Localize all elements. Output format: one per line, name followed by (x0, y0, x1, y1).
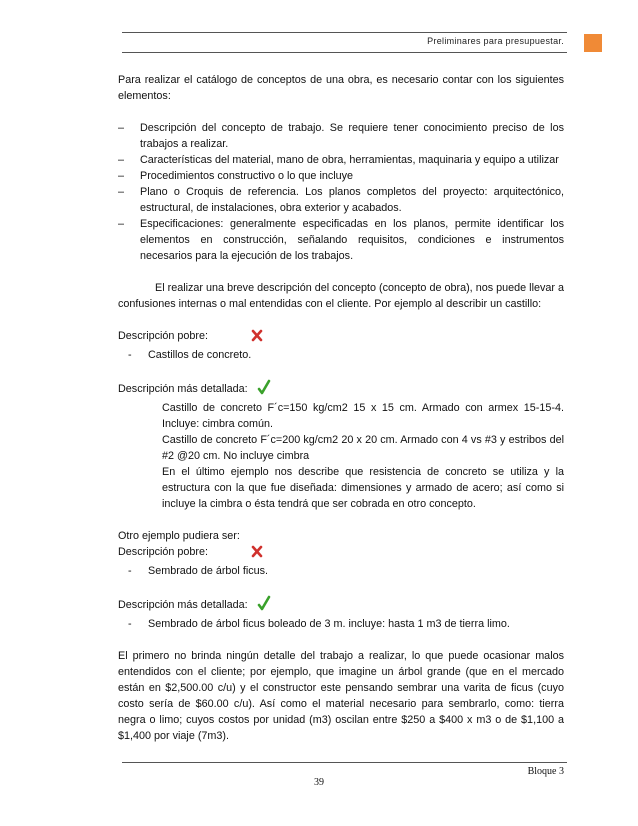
list-item: – Características del material, mano de obra, herramientas, maquinaria y equipo a utilizar (118, 154, 559, 166)
list-item: – Procedimientos constructivo o lo que incluye (118, 170, 354, 182)
footer-block-label: Bloque 3 (527, 766, 564, 777)
list-item: – Especificaciones: generalmente especificadas en los planos, permite identificar los elementos en construcción, señalando requisitos, condiciones e instrumentos necesarios para la ejecución de los trabajos. (118, 218, 564, 262)
example1-poor-label: Descripción pobre: (118, 328, 564, 347)
header-rule-bottom (122, 52, 567, 53)
example2-intro: Otro ejemplo pudiera ser: (118, 530, 240, 542)
page-content (118, 72, 564, 744)
intro-paragraph: Para realizar el catálogo de conceptos de una obra, es necesario contar con los siguientes elementos: (118, 74, 564, 102)
example2-detailed-label: Descripción más detallada: (118, 595, 564, 616)
example2-poor-label: Descripción pobre: (118, 544, 564, 563)
example2-detailed-item: - Sembrado de árbol ficus boleado de 3 m. incluye: hasta 1 m3 de tierra limo. (128, 618, 510, 630)
castillo-paragraph: El realizar una breve descripción del concepto (concepto de obra), nos puede llevar a confusiones internas o mal entendidas con el cliente. Por ejemplo al describir un castillo: (118, 282, 564, 310)
example1-poor-item: - Castillos de concreto. (128, 349, 252, 361)
list-item: – Plano o Croquis de referencia. Los planos completos del proyecto: arquitectónico, estructural, de instalaciones, obra exterior y acabados. (118, 186, 564, 214)
closing-paragraph: El primero no brinda ningún detalle del trabajo a realizar, lo que puede ocasionar malos entendidos con el cliente; por ejemplo, que imagine un árbol grande (que en el mercado están en $2,500.00 c/u) y el constructor este pensando sembrar una varita de ficus (cuyo costo sería de $60.00 c/u). Así como el material necesario para sembrarlo, como: tierra negra o limo; cuyos costos por unidad (m3) oscilan entre $250 a $400 x m3 o de $1,100 a $1,400 por viaje (7m3). (118, 650, 564, 742)
check-icon (257, 379, 271, 400)
cross-icon (251, 329, 263, 347)
section-tab-marker (584, 34, 602, 52)
detail-line-1: Castillo de concreto F´c=150 kg/cm2 15 x 15 cm. Armado con armex 15-15-4. Incluye: cimbra común. (162, 402, 564, 430)
example2-poor-item: - Sembrado de árbol ficus. (128, 565, 269, 577)
page-number: 39 (314, 777, 324, 788)
check-icon (257, 595, 271, 616)
elements-list (118, 120, 564, 264)
list-item: – Descripción del concepto de trabajo. Se requiere tener conocimiento preciso de los trabajos a realizar. (118, 122, 564, 150)
header-rule-top (122, 32, 567, 33)
example1-detailed-label: Descripción más detallada: (118, 379, 564, 400)
cross-icon (251, 545, 263, 563)
detail-line-2: Castillo de concreto F´c=200 kg/cm2 20 x 20 cm. Armado con 4 vs #3 y estribos del #2 @20 cm. No incluye cimbra (162, 434, 564, 462)
footer-rule (122, 762, 567, 763)
detail-line-3: En el último ejemplo nos describe que resistencia de concreto se utiliza y la estructura con la que fue diseñada: dimensiones y armado de acero; así como si incluye la cimbra o ésta tendrá que ser cobrada en otro concepto. (162, 466, 564, 510)
header-title: Preliminares para presupuestar. (427, 36, 564, 46)
